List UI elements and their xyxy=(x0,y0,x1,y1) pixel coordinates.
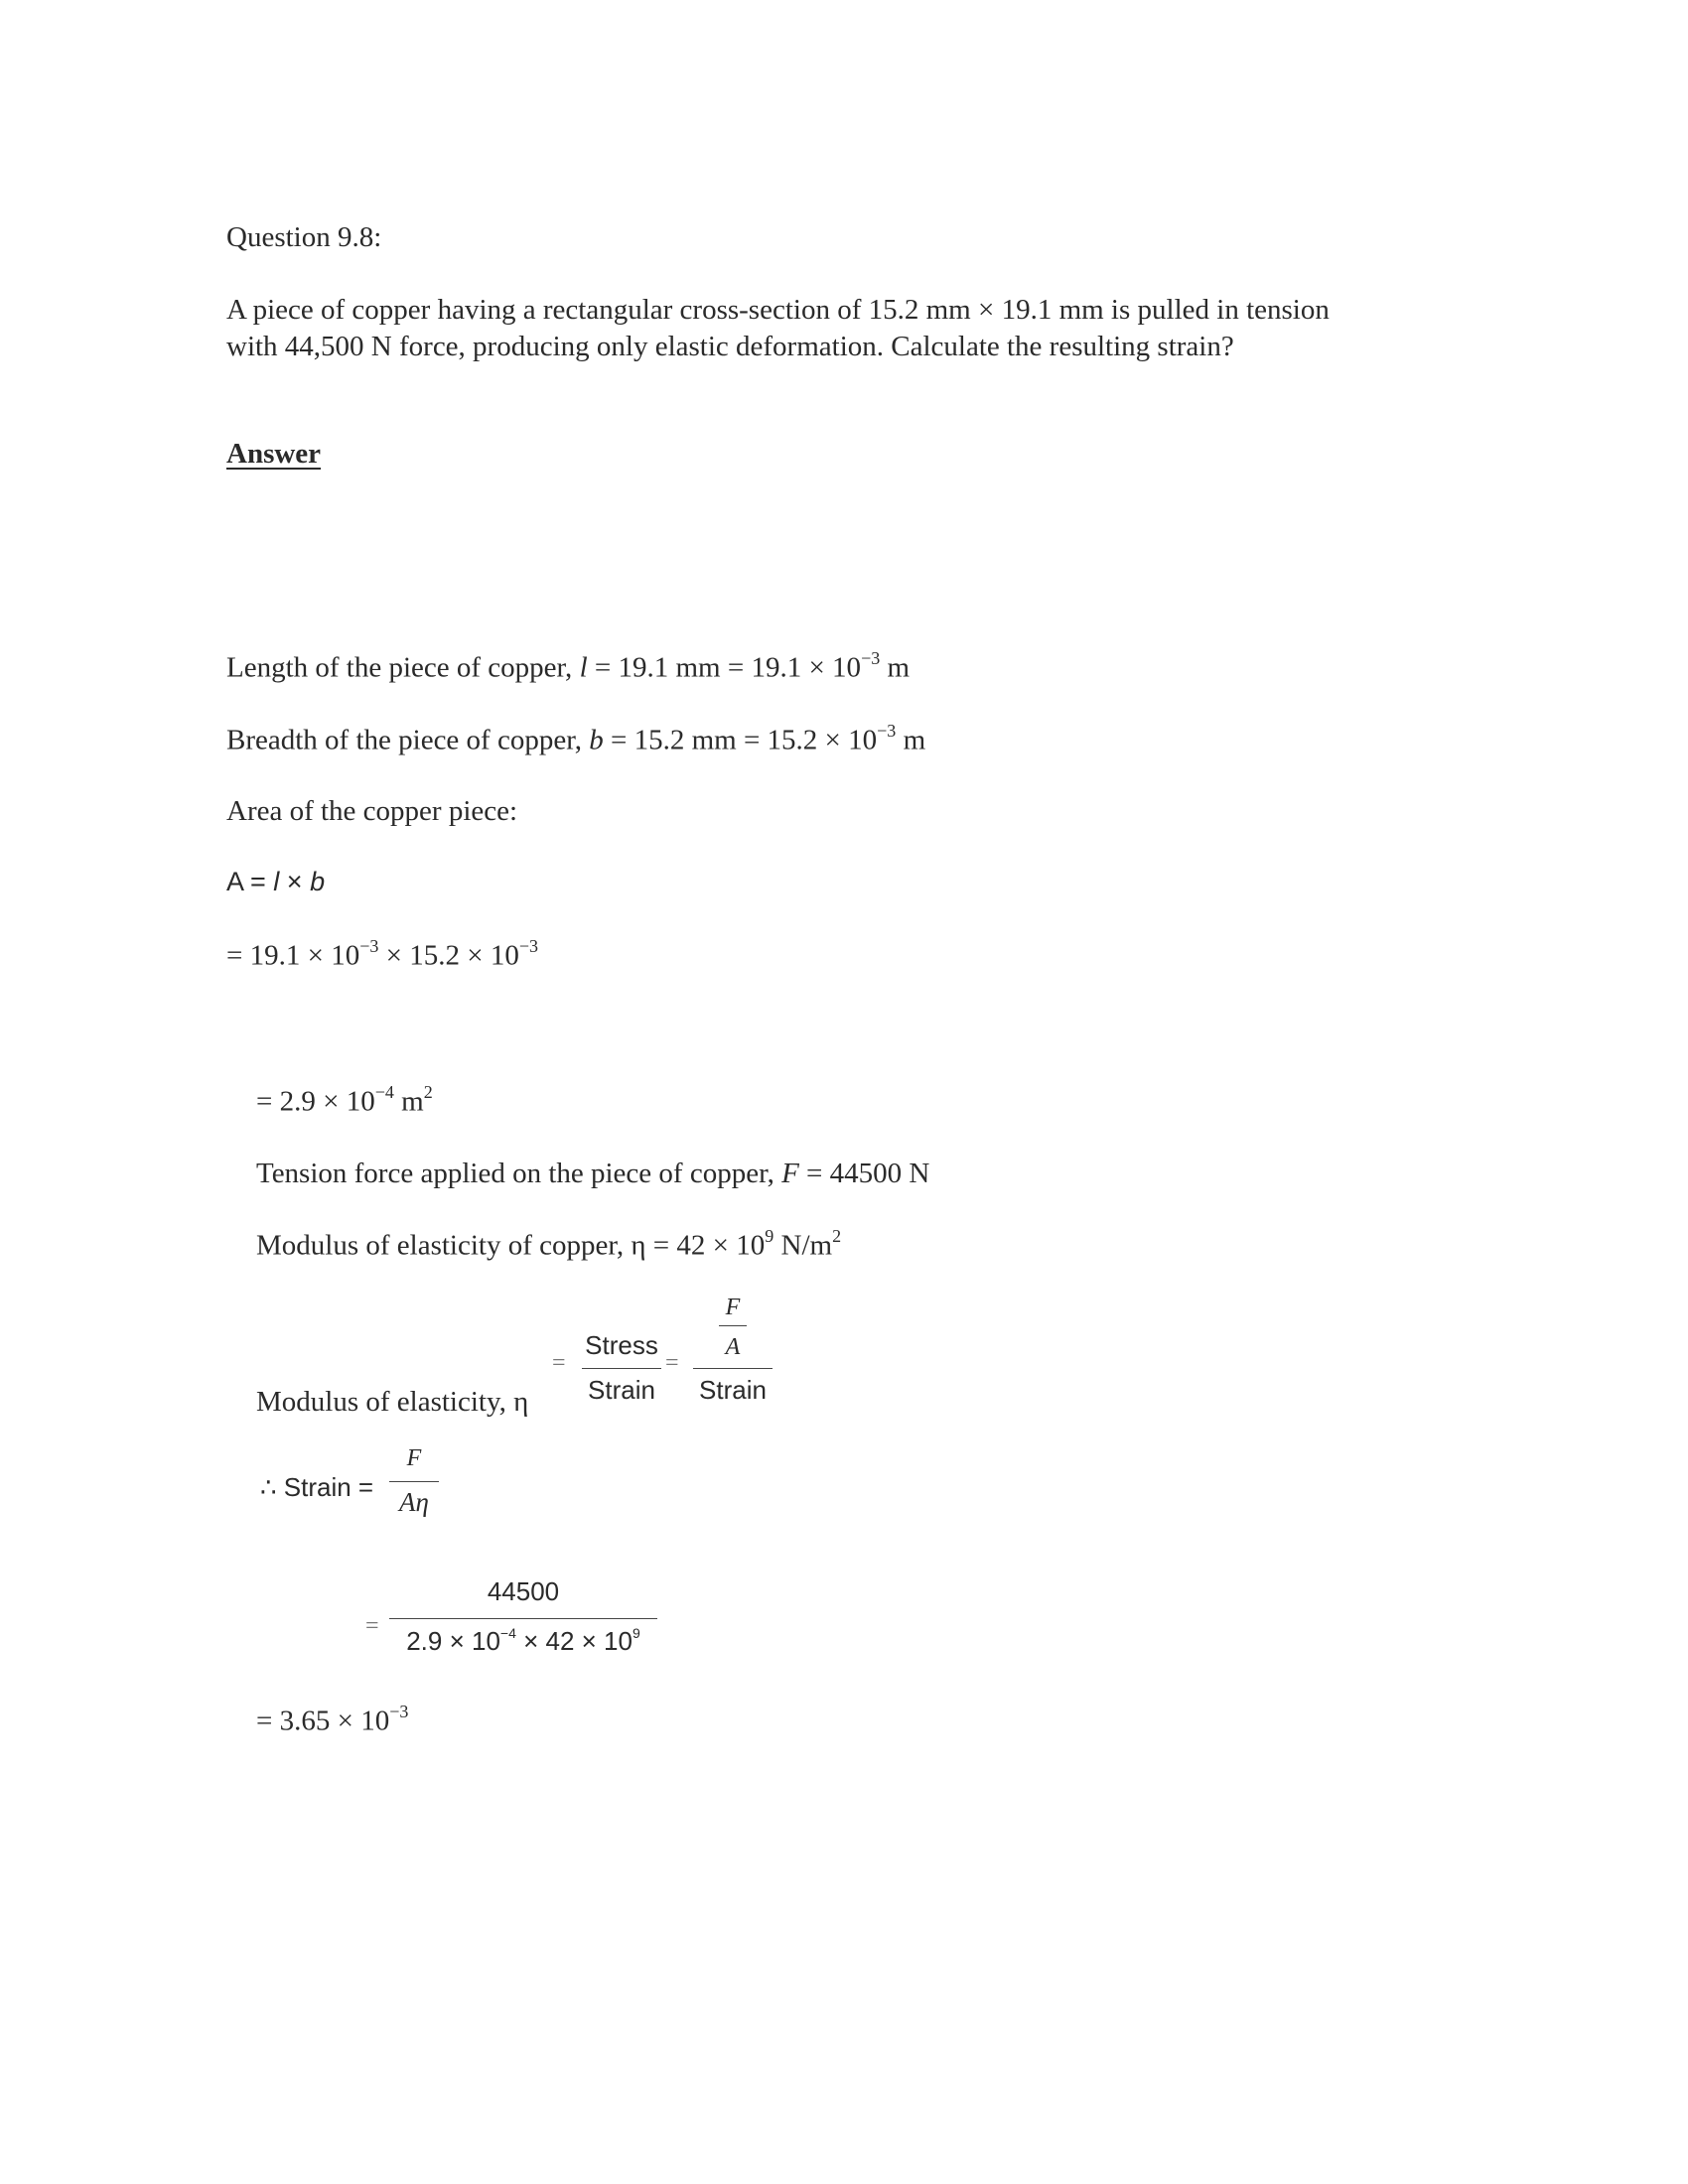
length-exponent: −3 xyxy=(861,648,881,668)
breadth-value: = 15.2 mm = 15.2 × 10 xyxy=(603,724,878,756)
force-var: F xyxy=(781,1158,799,1189)
area-symbol xyxy=(695,1334,771,1361)
area-formula xyxy=(226,866,325,897)
final-result xyxy=(256,1704,408,1738)
area-calc-part2: × 15.2 × 10 xyxy=(378,939,519,972)
force-value: = 44500 N xyxy=(798,1158,930,1189)
modulus-definition-label: Modulus of elasticity, η xyxy=(256,1386,529,1418)
breadth-line xyxy=(226,723,925,757)
length-value: = 19.1 mm = 19.1 × 10 xyxy=(587,651,862,684)
final-exponent: −3 xyxy=(389,1702,409,1721)
modulus-label: Modulus of elasticity of copper, η = 42 × 10 xyxy=(256,1229,766,1262)
equals-sign-3: = xyxy=(365,1613,379,1639)
length-unit: m xyxy=(880,651,911,684)
calc-den-part2: × 42 × 10 xyxy=(515,1626,633,1656)
modulus-unit-exp: 2 xyxy=(832,1226,842,1246)
fraction-bar-4 xyxy=(389,1618,657,1619)
area-calc-part1: = 19.1 × 10 xyxy=(226,939,360,972)
question-title: Question 9.8: xyxy=(226,221,382,253)
length-line xyxy=(226,650,910,685)
breadth-var: b xyxy=(589,724,604,756)
breadth-label: Breadth of the piece of copper, xyxy=(226,724,590,756)
area-calc-exp2: −3 xyxy=(518,936,538,956)
area-heading: Area of the copper piece: xyxy=(226,795,518,827)
fraction-bar-3 xyxy=(389,1481,439,1482)
breadth-unit: m xyxy=(896,724,926,756)
area-formula-a: A = xyxy=(226,867,274,896)
equals-sign-2: = xyxy=(665,1350,679,1376)
area-result xyxy=(256,1084,433,1119)
fraction-bar-inner xyxy=(719,1325,747,1326)
calc-den-part1: 2.9 × 10 xyxy=(406,1626,500,1656)
calc-denominator xyxy=(389,1626,657,1657)
a-symbol: A xyxy=(725,1334,741,1360)
strain-denominator-2: Strain xyxy=(699,1375,767,1405)
force-label: Tension force applied on the piece of copper, xyxy=(256,1158,782,1189)
strain-formula-denominator xyxy=(389,1487,439,1518)
length-var: l xyxy=(579,651,588,684)
area-result-exp: −4 xyxy=(374,1082,394,1102)
breadth-exponent: −3 xyxy=(877,721,897,741)
force-line xyxy=(256,1157,929,1191)
area-result-value: = 2.9 × 10 xyxy=(256,1085,375,1118)
fraction-bar-2 xyxy=(693,1368,773,1369)
strain-numerator xyxy=(389,1445,439,1472)
area-calc-exp1: −3 xyxy=(359,936,379,956)
fraction-bar-1 xyxy=(582,1368,661,1369)
calc-den-exp1: −4 xyxy=(499,1625,516,1642)
area-formula-times: × xyxy=(279,867,311,896)
strain-denominator: Strain xyxy=(588,1375,655,1405)
stress-numerator: Stress xyxy=(585,1330,658,1360)
length-label: Length of the piece of copper, xyxy=(226,651,580,684)
a-eta-symbol: Aη xyxy=(399,1487,429,1517)
question-text: A piece of copper having a rectangular cross-section of 15.2 mm × 19.1 mm is pulled in tension with 44,500 N force, producing only elastic deformation. Calculate the resulting strain? xyxy=(226,294,1330,362)
calc-numerator: 44500 xyxy=(487,1576,560,1606)
equals-sign-1: = xyxy=(552,1350,566,1376)
strain-label: ∴ Strain = xyxy=(260,1472,374,1502)
area-formula-l: l xyxy=(273,867,280,896)
area-formula-b: b xyxy=(310,867,326,896)
modulus-line xyxy=(256,1228,841,1263)
f-symbol-2: F xyxy=(406,1445,422,1471)
f-symbol: F xyxy=(725,1295,741,1320)
modulus-exp: 9 xyxy=(765,1226,774,1246)
answer-heading: Answer xyxy=(226,438,322,470)
force-numerator xyxy=(695,1295,771,1321)
area-result-unit: m xyxy=(393,1085,424,1118)
area-result-unit-exp: 2 xyxy=(423,1082,433,1102)
modulus-unit: N/m xyxy=(774,1229,833,1262)
area-calculation xyxy=(226,938,538,973)
final-value: = 3.65 × 10 xyxy=(256,1705,390,1737)
calc-den-exp2: 9 xyxy=(632,1625,640,1642)
